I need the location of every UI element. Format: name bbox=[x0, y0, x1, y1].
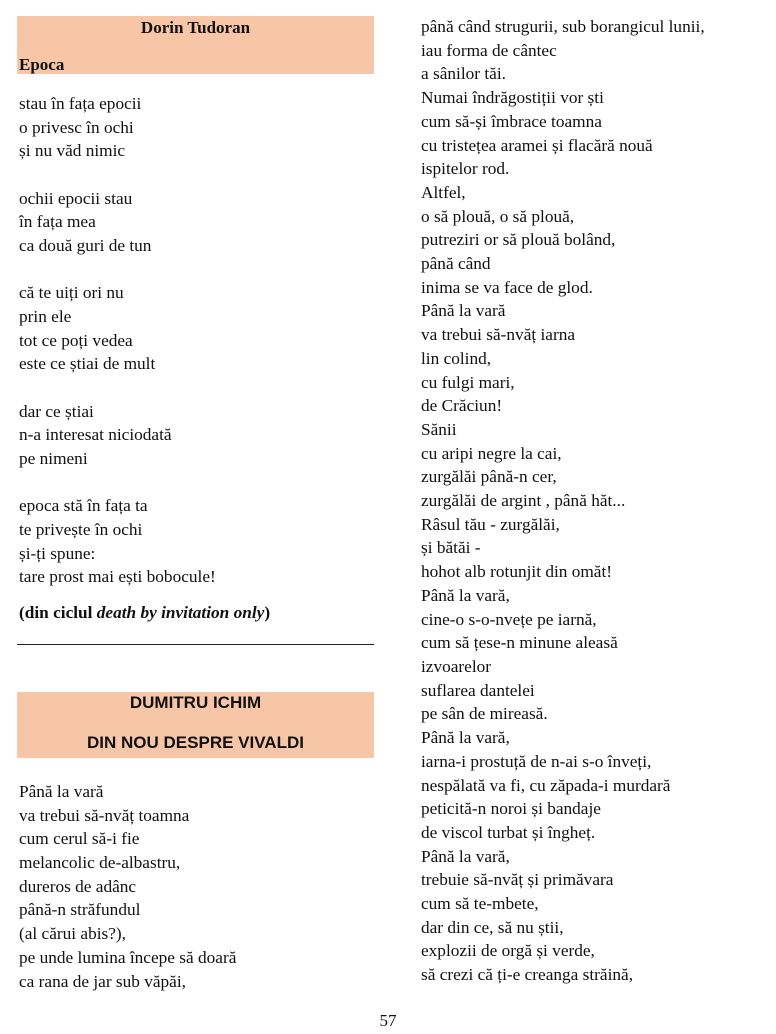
poem-line: cine-o s-o-nvețe pe iarnă, bbox=[421, 609, 597, 629]
poem-line: până-n străfundul bbox=[19, 900, 141, 920]
poem-line: ochii epocii stau bbox=[19, 188, 133, 208]
poem-line: tare prost mai ești bobocule! bbox=[19, 567, 216, 587]
poem-line: iarna-i prostuță de n-ai s-o înveți, bbox=[421, 751, 652, 771]
poem-line: explozii de orgă și verde, bbox=[421, 941, 595, 961]
poem-line: epoca stă în fața ta bbox=[19, 496, 148, 516]
stanza-break bbox=[19, 258, 374, 282]
section-divider bbox=[17, 644, 374, 645]
poem-line: cum să te-mbete, bbox=[421, 894, 539, 914]
poem-line: (al cărui abis?), bbox=[19, 924, 126, 944]
poem-line: cum să țese-n minune aleasă bbox=[421, 633, 618, 653]
poem-line: cum cerul să-i fie bbox=[19, 829, 140, 849]
poem-line: Până la vară, bbox=[421, 585, 510, 605]
poem-line: de Crăciun! bbox=[421, 396, 503, 416]
poem-line: inima se va face de glod. bbox=[421, 277, 593, 297]
poem-line: dar ce știai bbox=[19, 401, 94, 421]
poem-line: a sânilor tăi. bbox=[421, 64, 506, 84]
poem-line: va trebui să-nvăț toamna bbox=[19, 805, 190, 825]
poem-line: pe nimeni bbox=[19, 448, 88, 468]
poem-epoca bbox=[17, 92, 374, 589]
poem-line: în fața mea bbox=[19, 212, 96, 232]
poem-line: și-ți spune: bbox=[19, 543, 96, 563]
poem-line: putreziri or să plouă bolând, bbox=[421, 230, 616, 250]
poem-line: cu fulgi mari, bbox=[421, 372, 515, 392]
cycle-prefix: (din ciclul bbox=[19, 602, 97, 622]
poem-line: cu tristețea aramei și flacără nouă bbox=[421, 135, 653, 155]
right-column bbox=[421, 16, 766, 987]
poem-line: izvoarelor bbox=[421, 656, 492, 676]
stanza-break bbox=[19, 376, 374, 400]
poem-line: Sănii bbox=[421, 419, 457, 439]
poem-line: până când bbox=[421, 254, 491, 274]
left-column bbox=[17, 16, 374, 993]
poem-line: Până la vară, bbox=[421, 846, 510, 866]
poem-line: să crezi că ți-e creanga străină, bbox=[421, 965, 634, 985]
author-name: DUMITRU ICHIM bbox=[129, 692, 262, 712]
page-number: 57 bbox=[379, 1011, 397, 1030]
poem-line: dar din ce, să nu știi, bbox=[421, 917, 564, 937]
poem-line: o privesc în ochi bbox=[19, 117, 134, 137]
poem-line: zurgălăi de argint , până hăt... bbox=[421, 491, 626, 511]
poem-line: peticită-n noroi și bandaje bbox=[421, 799, 601, 819]
poem-line: prin ele bbox=[19, 306, 72, 326]
poem-line: cu aripi negre la cai, bbox=[421, 443, 562, 463]
poem-line: va trebui să-nvăț iarna bbox=[421, 325, 576, 345]
poem-line: dureros de adânc bbox=[19, 876, 137, 896]
poem-line: că te uiți ori nu bbox=[19, 283, 124, 303]
cycle-name: death by invitation only bbox=[96, 602, 265, 622]
poem-line: Râsul tău - zurgălăi, bbox=[421, 514, 560, 534]
cycle-suffix: ) bbox=[264, 602, 271, 622]
cycle-attribution bbox=[17, 603, 374, 623]
poem-title: Epoca bbox=[19, 55, 65, 74]
poem-line: melancolic de-albastru, bbox=[19, 853, 181, 873]
poem-title: DIN NOU DESPRE VIVALDI bbox=[87, 732, 304, 752]
poem-line: iau forma de cântec bbox=[421, 40, 557, 60]
poem-line: lin colind, bbox=[421, 348, 492, 368]
poem-header-vivaldi bbox=[17, 692, 374, 758]
poem-line: ispitelor rod. bbox=[421, 159, 510, 179]
poem-line: pe unde lumina începe să doară bbox=[19, 947, 237, 967]
poem-line: cum să-și îmbrace toamna bbox=[421, 111, 602, 131]
poem-line: te privește în ochi bbox=[19, 519, 143, 539]
poem-line: zurgălăi până-n cer, bbox=[421, 467, 557, 487]
poem-line: Numai îndrăgostiții vor ști bbox=[421, 88, 604, 108]
poem-line: pe sân de mireasă. bbox=[421, 704, 548, 724]
poem-line: și nu văd nimic bbox=[19, 141, 126, 161]
stanza-break bbox=[19, 471, 374, 495]
poem-line: n-a interesat niciodată bbox=[19, 425, 172, 445]
poem-line: Până la vară, bbox=[421, 728, 510, 748]
poem-line: ca două guri de tun bbox=[19, 236, 152, 256]
poem-line: Până la vară bbox=[19, 781, 104, 801]
poem-line: de viscol turbat și îngheț. bbox=[421, 822, 596, 842]
stanza-break bbox=[19, 163, 374, 187]
poem-line: hohot alb rotunjit din omăt! bbox=[421, 562, 613, 582]
poem-vivaldi-part2 bbox=[421, 15, 766, 987]
poem-vivaldi-part1 bbox=[17, 780, 374, 993]
poem-line: trebuie să-nvăț și primăvara bbox=[421, 870, 614, 890]
poem-line: tot ce poți vedea bbox=[19, 330, 133, 350]
poem-line: este ce știai de mult bbox=[19, 354, 156, 374]
poem-line: Altfel, bbox=[421, 182, 466, 202]
poem-line: o să plouă, o să plouă, bbox=[421, 206, 575, 226]
poem-line: până când strugurii, sub borangicul lunii, bbox=[421, 17, 705, 36]
poem-line: stau în fața epocii bbox=[19, 94, 142, 113]
poem-line: Până la vară bbox=[421, 301, 506, 321]
poem-line: și bătăi - bbox=[421, 538, 481, 558]
author-name: Dorin Tudoran bbox=[140, 18, 251, 37]
poem-header-epoca bbox=[17, 16, 374, 74]
poem-line: nespălată va fi, cu zăpada-i murdară bbox=[421, 775, 671, 795]
poem-line: suflarea dantelei bbox=[421, 680, 535, 700]
poem-line: ca rana de jar sub văpăi, bbox=[19, 971, 186, 991]
